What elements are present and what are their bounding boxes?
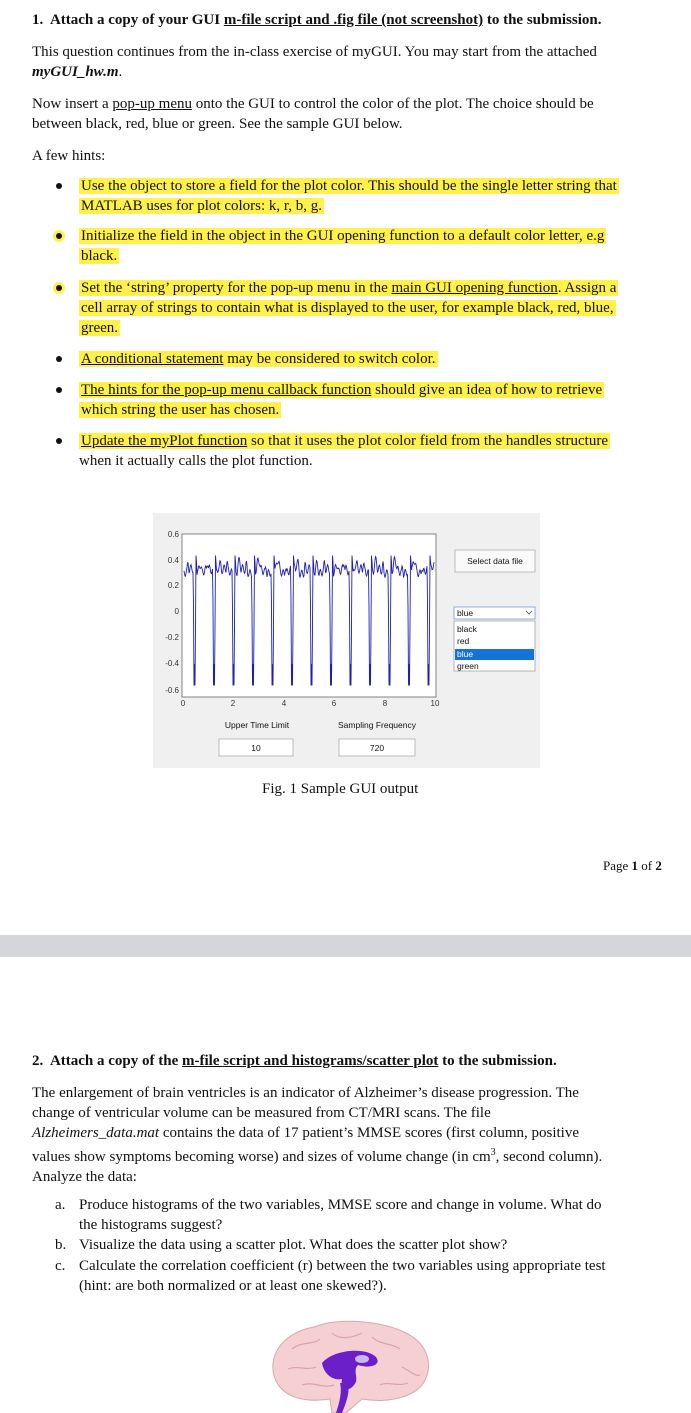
upper-time-limit-value: 10 [251,743,261,753]
page-number: Page 1 of 2 [603,858,662,873]
hints-label: A few hints: [32,148,106,164]
x-tick-labels [181,699,440,708]
hint-2: Initialize the field in the object in the GUI opening function to a default color letter, e.g black. [81,228,605,264]
x-tick-label: 0 [180,699,186,708]
sample-gui-figure [153,513,540,768]
task-c: Calculate the correlation coefficient (r) between the two variables using appropriate test (hint: are both normalized or at least one skewed?). [79,1258,606,1294]
bullet-icon [56,285,62,291]
list-marker: b. [55,1237,67,1253]
bullet-icon [56,183,62,189]
popup-option-red[interactable]: red [457,636,470,646]
x-tick-label: 2 [230,699,236,708]
x-tick-label: 4 [281,699,287,708]
gui-plot-svg [153,513,540,768]
y-tick-label: 0.2 [167,581,179,590]
figure-caption: Fig. 1 Sample GUI output [262,781,419,797]
x-tick-label: 10 [430,699,440,708]
sampling-frequency-label: Sampling Frequency [338,720,416,730]
question-2-heading: 2. Attach a copy of the m-file script and histograms/scatter plot to the submission. [32,1053,557,1069]
question-1-heading: 1. Attach a copy of your GUI m-file script and .fig file (not screenshot) to the submission. [32,12,602,28]
y-tick-label: 0.4 [167,556,179,565]
y-tick-label: 0 [174,607,179,616]
hint-1: Use the object to store a field for the plot color. This should be the single letter string that MATLAB uses for plot colors: k, r, b, g. [81,178,617,214]
task-a: Produce histograms of the two variables, MMSE score and change in volume. What do the histograms suggest? [79,1197,602,1233]
y-tick-label: -0.4 [165,659,179,668]
bullet-icon [56,438,62,444]
hint-3: Set the ‘string’ property for the pop-up menu in the main GUI opening function. Assign a cell array of strings to contain what is displayed to the user, for example black, red, blue, green. [81,280,617,336]
popup-option-black[interactable]: black [457,624,477,634]
popup-option-green[interactable]: green [457,661,479,671]
list-marker: c. [55,1258,66,1274]
task-b: Visualize the data using a scatter plot. What does the scatter plot show? [79,1237,508,1253]
sampling-frequency-value: 720 [369,743,385,753]
bullet-icon [56,387,62,393]
bullet-icon [56,356,62,362]
brain-ventricles-illustration [262,1319,437,1413]
document-page-2 [0,957,691,1413]
question-1-intro: This question continues from the in-class exercise of myGUI. You may start from the attached myGUI_hw.m. [32,44,597,80]
bullet-icon [56,233,62,239]
y-tick-label: -0.2 [165,633,179,642]
y-tick-labels [165,530,179,695]
question-1-instructions: Now insert a pop-up menu onto the GUI to control the color of the plot. The choice should be between black, red, blue or green. See the sample GUI below. [32,96,594,132]
hint-4: A conditional statement may be considered to switch color. [81,351,436,367]
page-separator [0,935,691,957]
y-tick-label: -0.6 [165,686,179,695]
list-marker: a. [55,1197,66,1213]
hint-6: Update the myPlot function so that it uses the plot color field from the handles structure when it actually calls the plot function. [79,433,608,469]
y-tick-label: 0.6 [167,530,179,539]
x-tick-label: 6 [331,699,337,708]
x-tick-label: 8 [382,699,388,708]
hint-5: The hints for the pop-up menu callback function should give an idea of how to retrieve which string the user has chosen. [81,382,603,418]
select-data-file-label: Select data file [467,556,523,566]
popup-option-blue[interactable]: blue [457,649,474,659]
question-2-body: The enlargement of brain ventricles is an indicator of Alzheimer’s disease progression. The change of ventricular volume can be measured from CT/MRI scans. The file Alzheimers_data.mat contains the data of 17 patient’s MMSE scores (first column, positive values show symptoms becoming worse) and sizes of volume change (in $cm^3$, second column). Analyze the data: [32,1085,603,1185]
popup-selected-value: blue [457,608,474,618]
plot-axes [182,534,436,697]
upper-time-limit-label: Upper Time Limit [224,720,290,730]
